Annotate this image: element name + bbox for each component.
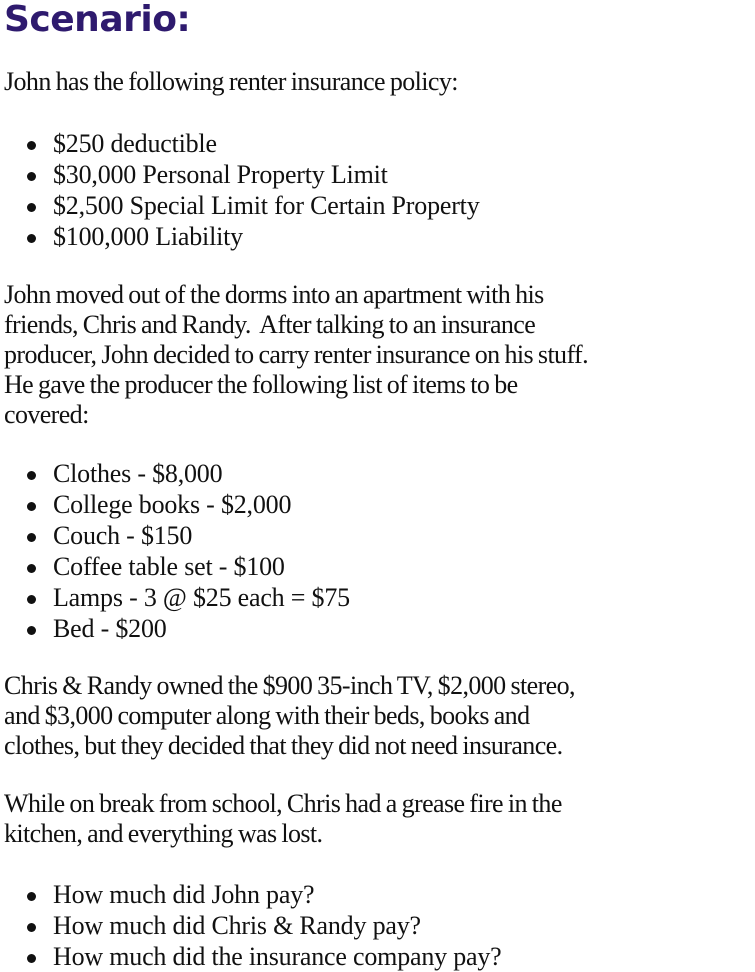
bullet-icon xyxy=(27,471,36,480)
bullet-icon xyxy=(27,234,36,243)
covered-item: Clothes - $8,000 xyxy=(4,458,350,489)
policy-item-personal-property: $30,000 Personal Property Limit xyxy=(4,159,480,190)
bullet-icon xyxy=(27,172,36,181)
text-line: kitchen, and everything was lost. xyxy=(4,819,323,848)
bullet-icon xyxy=(27,923,36,932)
bullet-icon xyxy=(27,533,36,542)
questions-list xyxy=(4,879,502,972)
bullet-icon xyxy=(27,595,36,604)
policy-item-deductible: $250 deductible xyxy=(4,128,480,159)
bullet-icon xyxy=(27,892,36,901)
text-line: While on break from school, Chris had a grease fire in the xyxy=(4,789,562,818)
bullet-icon xyxy=(27,203,36,212)
question-item: How much did the insurance company pay? xyxy=(4,941,502,972)
policy-list xyxy=(4,128,480,252)
text-line: covered: xyxy=(4,400,89,429)
text-line: producer, John decided to carry renter insurance on his stuff. xyxy=(4,340,589,369)
bullet-icon xyxy=(27,141,36,150)
text-line: clothes, but they decided that they did not need insurance. xyxy=(4,731,563,760)
page-title: Scenario: xyxy=(4,0,191,40)
question-item: How much did John pay? xyxy=(4,879,502,910)
roommates-paragraph xyxy=(4,671,575,761)
fire-paragraph xyxy=(4,789,562,849)
text-line: John moved out of the dorms into an apartment with his xyxy=(4,280,544,309)
covered-item: Coffee table set - $100 xyxy=(4,551,350,582)
text-line: Chris & Randy owned the $900 35-inch TV, $2,000 stereo, xyxy=(4,671,575,700)
question-item: How much did Chris & Randy pay? xyxy=(4,910,502,941)
intro-paragraph: John has the following renter insurance policy: xyxy=(4,67,458,96)
covered-items-list xyxy=(4,458,350,644)
policy-item-special-limit: $2,500 Special Limit for Certain Property xyxy=(4,190,480,221)
bullet-icon xyxy=(27,626,36,635)
covered-item: Lamps - 3 @ $25 each = $75 xyxy=(4,582,350,613)
text-line: friends, Chris and Randy. After talking to an insurance xyxy=(4,310,536,339)
story-paragraph xyxy=(4,280,588,430)
text-line: He gave the producer the following list of items to be xyxy=(4,370,518,399)
scenario-document xyxy=(4,0,755,971)
bullet-icon xyxy=(27,564,36,573)
text-line: and $3,000 computer along with their beds, books and xyxy=(4,701,530,730)
covered-item: Couch - $150 xyxy=(4,520,350,551)
bullet-icon xyxy=(27,954,36,963)
covered-item: College books - $2,000 xyxy=(4,489,350,520)
policy-item-liability: $100,000 Liability xyxy=(4,221,480,252)
bullet-icon xyxy=(27,502,36,511)
covered-item: Bed - $200 xyxy=(4,613,350,644)
